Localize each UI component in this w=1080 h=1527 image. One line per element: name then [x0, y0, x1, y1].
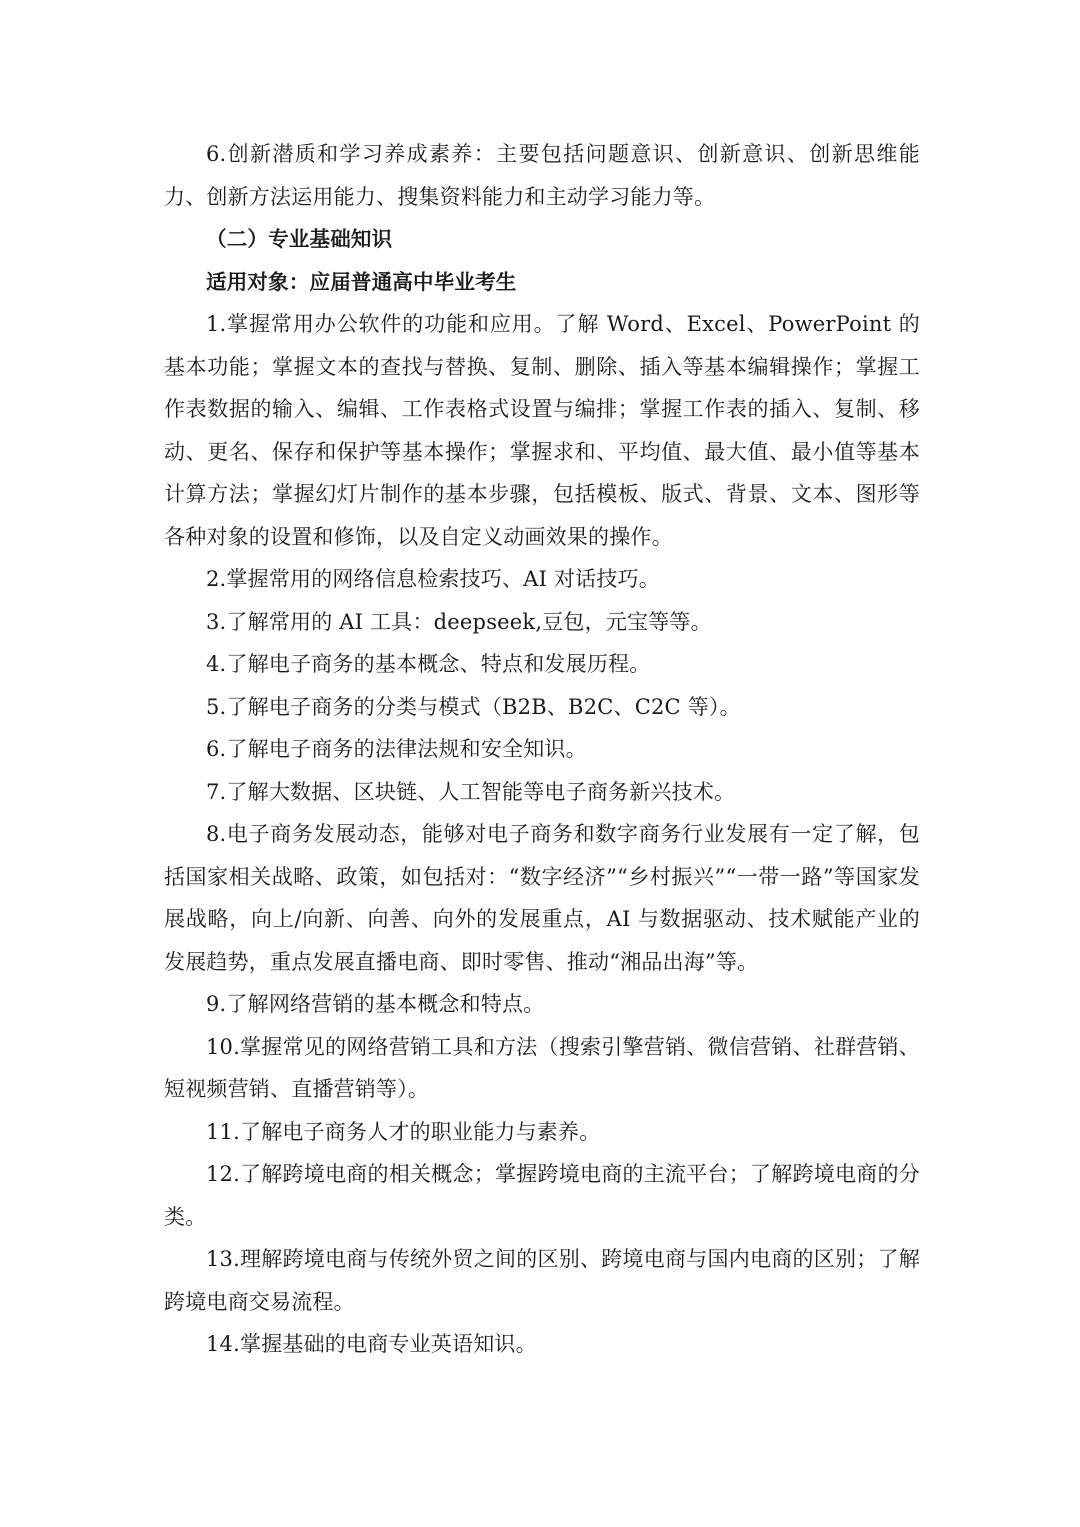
list-item-3: 3.了解常用的 AI 工具：deepseek,豆包，元宝等等。	[206, 609, 712, 634]
list-item-5: 5.了解电子商务的分类与模式（B2B、B2C、C2C 等）。	[206, 694, 741, 719]
list-item-8: 8.电子商务发展动态，能够对电子商务和数字商务行业发展有一定了解，包括国家相关战略、政策，如包括对：“数字经济”“乡村振兴”“一带一路”等国家发展战略，向上/向新、向善、向外的发展重点，AI 与数据驱动、技术赋能产业的发展趋势，重点发展直播电商、即时零售、推动“湘品出海”等。	[164, 822, 920, 974]
list-item-2: 2.掌握常用的网络信息检索技巧、AI 对话技巧。	[206, 567, 660, 591]
section-heading: （二）专业基础知识	[206, 227, 393, 251]
document-body	[164, 133, 920, 1366]
list-item-14: 14.掌握基础的电商专业英语知识。	[206, 1332, 537, 1356]
list-item-4: 4.了解电子商务的基本概念、特点和发展历程。	[206, 652, 651, 676]
list-item-7: 7.了解大数据、区块链、人工智能等电子商务新兴技术。	[206, 779, 736, 804]
list-item-12: 12.了解跨境电商的相关概念；掌握跨境电商的主流平台；了解跨境电商的分类。	[164, 1162, 920, 1229]
list-item-1: 1.掌握常用办公软件的功能和应用。了解 Word、Excel、PowerPoint 的基本功能；掌握文本的查找与替换、复制、删除、插入等基本编辑操作；掌握工作表数据的输入、编辑、工作表格式设置与编排；掌握工作表的插入、复制、移动、更名、保存和保护等基本操作；掌握求和、平均值、最大值、最小值等基本计算方法；掌握幻灯片制作的基本步骤，包括模板、版式、背景、文本、图形等各种对象的设置和修饰，以及自定义动画效果的操作。	[164, 312, 920, 549]
list-item-11: 11.了解电子商务人才的职业能力与素养。	[206, 1119, 601, 1144]
list-item-10: 10.掌握常见的网络营销工具和方法（搜索引擎营销、微信营销、社群营销、短视频营销、直播营销等）。	[164, 1034, 920, 1101]
list-item-6: 6.了解电子商务的法律法规和安全知识。	[206, 737, 587, 761]
list-item-13: 13.理解跨境电商与传统外贸之间的区别、跨境电商与国内电商的区别；了解跨境电商交易流程。	[164, 1247, 920, 1314]
audience-heading: 适用对象：应届普通高中毕业考生	[206, 269, 517, 294]
list-item-9: 9.了解网络营销的基本概念和特点。	[206, 992, 545, 1016]
paragraph-innovation-literacy: 6.创新潜质和学习养成素养：主要包括问题意识、创新意识、创新思维能力、创新方法运用能力、搜集资料能力和主动学习能力等。	[164, 142, 920, 209]
